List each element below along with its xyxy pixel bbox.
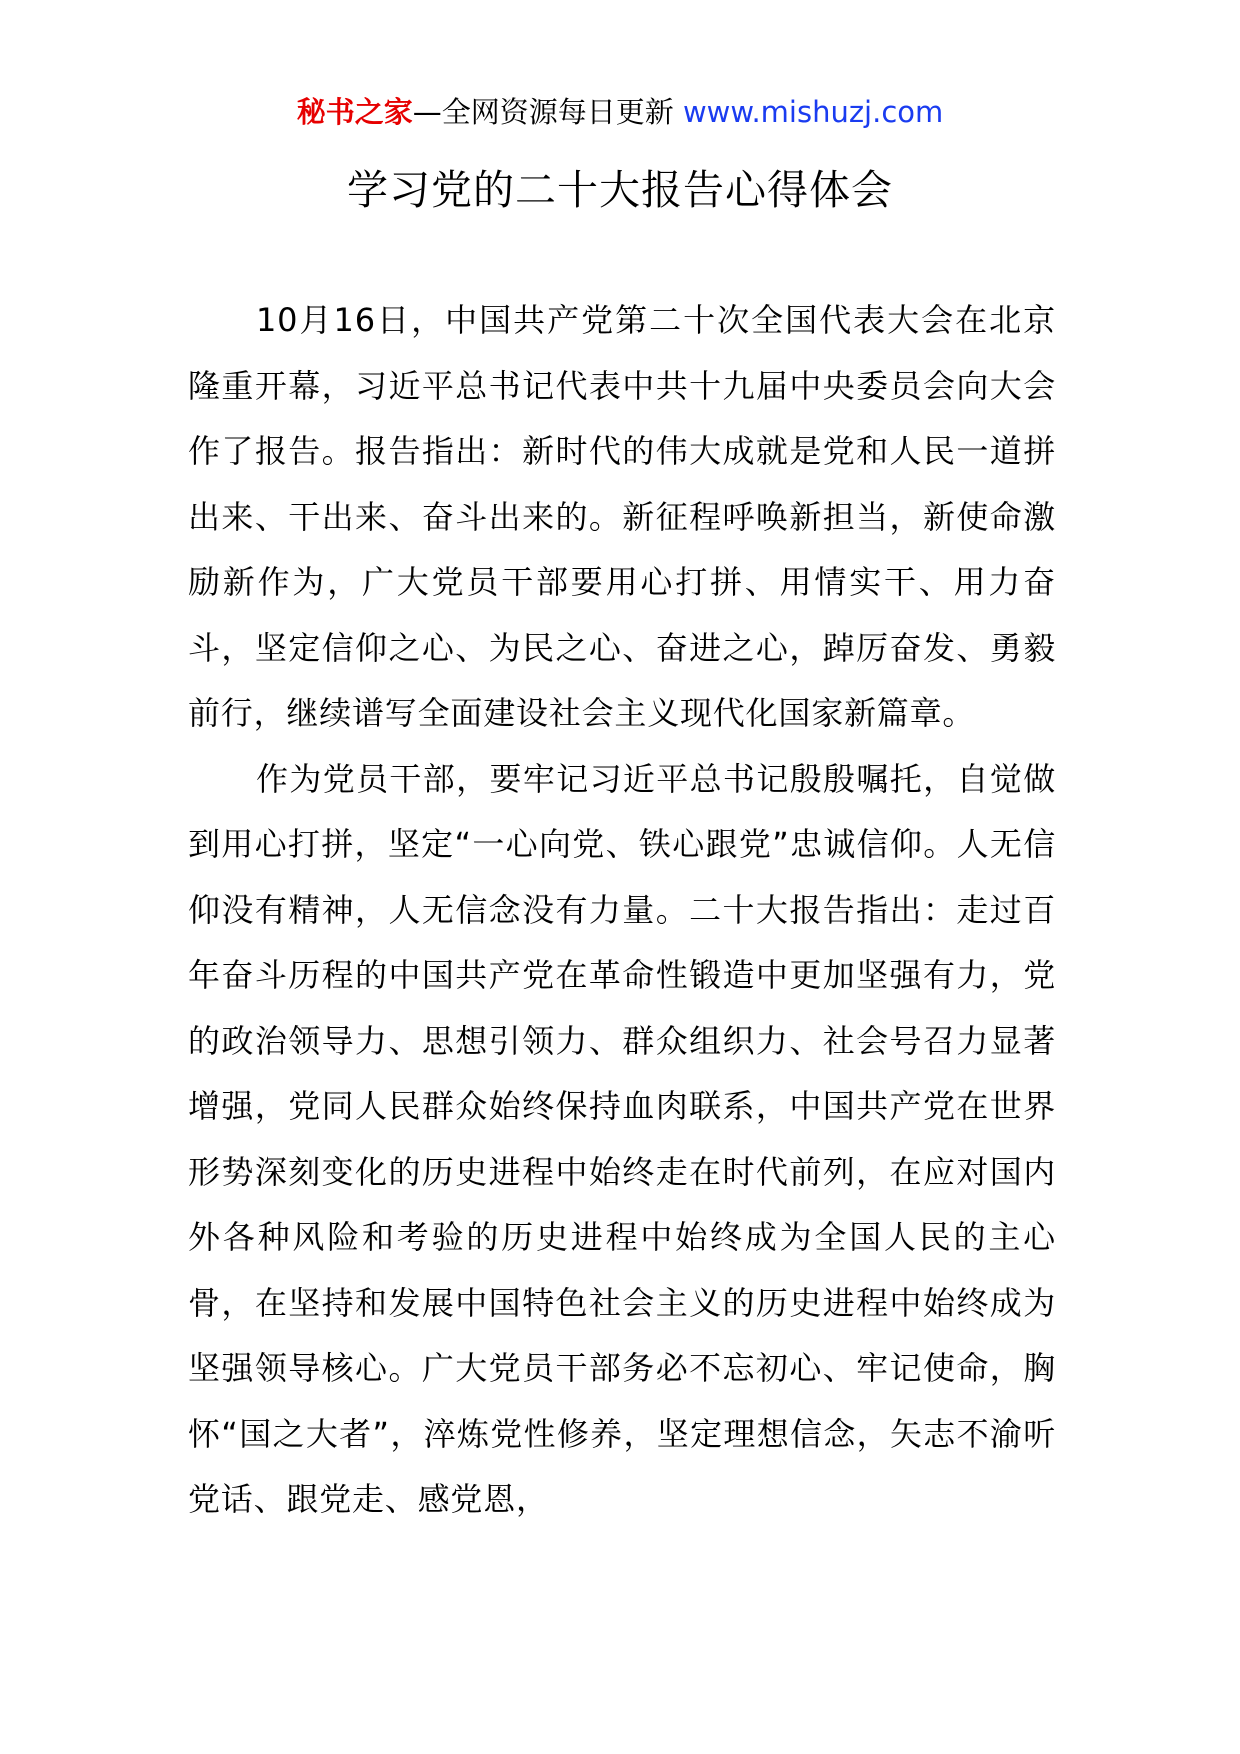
- brand-name: 秘书之家: [296, 95, 413, 129]
- document-title: 学习党的二十大报告心得体会: [347, 166, 893, 214]
- paragraph-2: 作为党员干部，要牢记习近平总书记殷殷嘱托，自觉做到用心打拼，坚定“一心向党、铁心跟党”忠诚信仰。人无信仰没有精神，人无信念没有力量。二十大报告指出：走过百年奋斗历程的中国共产党在革命性锻造中更加坚强有力，党的政治领导力、思想引领力、群众组织力、社会号召力显著增强，党同人民群众始终保持血肉联系，中国共产党在世界形势深刻变化的历史进程中始终走在时代前列，在应对国内外各种风险和考验的历史进程中始终成为全国人民的主心骨，在坚持和发展中国特色社会主义的历史进程中始终成为坚强领导核心。广大党员干部务必不忘初心、牢记使命，胸怀“国之大者”，淬炼党性修养，坚定理想信念，矢志不渝听党话、跟党走、感党恩，: [188, 759, 1056, 1518]
- site-tagline: —全网资源每日更新: [412, 95, 683, 129]
- paragraph-1: 10月16日，中国共产党第二十次全国代表大会在北京隆重开幕，习近平总书记代表中共十九届中央委员会向大会作了报告。报告指出：新时代的伟大成就是党和人民一道拼出来、干出来、奋斗出来的。新征程呼唤新担当，新使命激励新作为，广大党员干部要用心打拼、用情实干、用力奋斗，坚定信仰之心、为民之心、奋进之心，踔厉奋发、勇毅前行，继续谱写全面建设社会主义现代化国家新篇章。: [188, 301, 1056, 732]
- site-url-link[interactable]: www.mishuzj.com: [682, 95, 944, 129]
- document-body: [188, 288, 1056, 1533]
- site-header: [0, 92, 1240, 132]
